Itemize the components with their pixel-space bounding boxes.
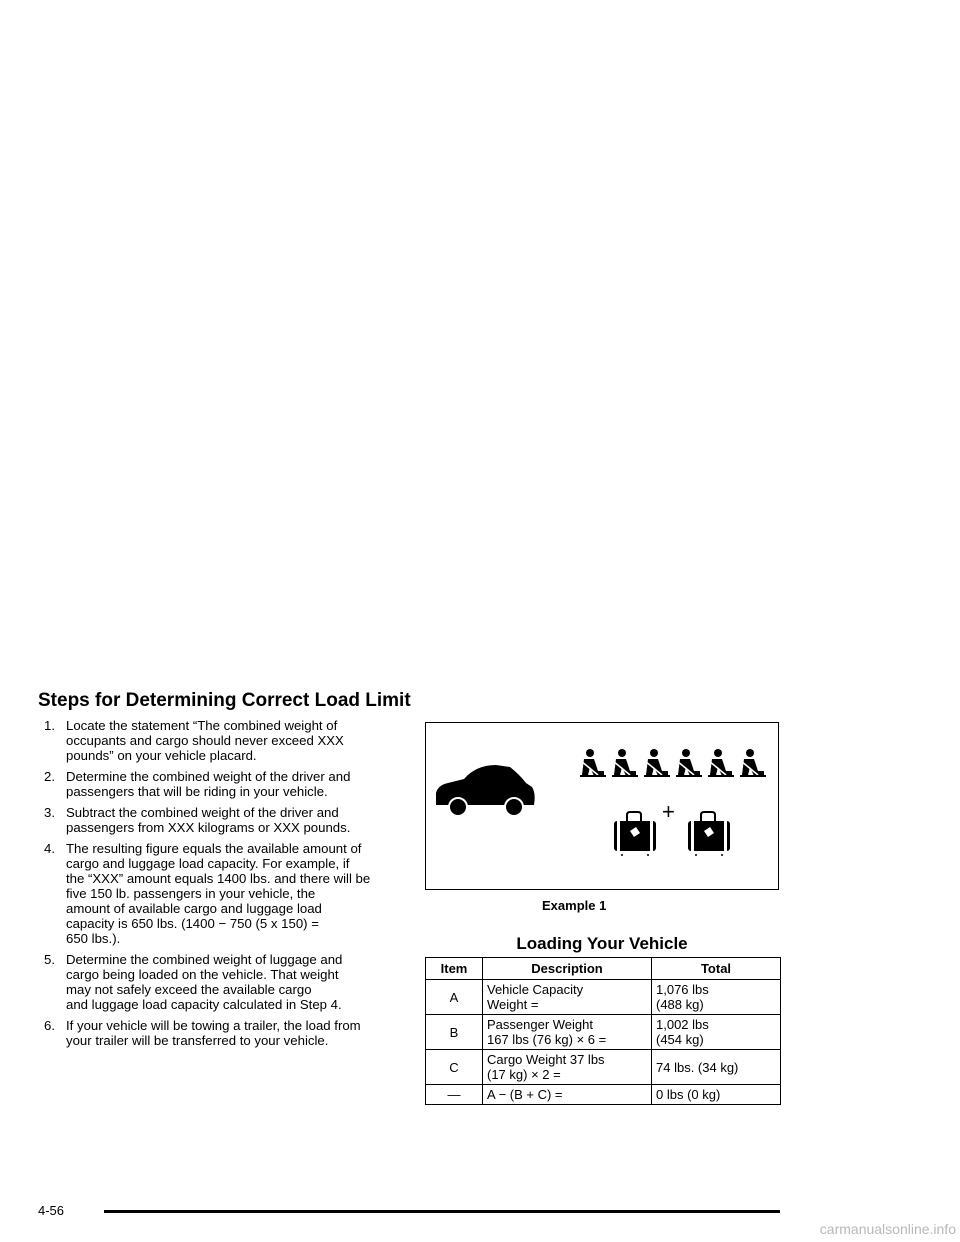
cell-total: 1,002 lbs (454 kg): [652, 1015, 781, 1050]
step-number: 4.: [44, 841, 55, 856]
cell-item: C: [426, 1050, 483, 1085]
car-icon: [436, 765, 535, 816]
cell-total: 74 lbs. (34 kg): [652, 1050, 781, 1085]
header-total: Total: [652, 958, 781, 980]
occupant-group: [580, 749, 766, 776]
step-text: Determine the combined weight of luggage and cargo being loaded on the vehicle. That weight may not safely exceed the available cargo and luggage load capacity calculated in Step 4.: [66, 952, 343, 1012]
step-text: If your vehicle will be towing a trailer, the load from your trailer will be transferred to your vehicle.: [66, 1018, 361, 1048]
step-number: 6.: [44, 1018, 55, 1033]
cell-description: Passenger Weight 167 lbs (76 kg) × 6 =: [483, 1015, 652, 1050]
loading-diagram: [426, 723, 777, 888]
step-text: Determine the combined weight of the driver and passengers that will be riding in your vehicle.: [66, 769, 351, 799]
step-item: [44, 1018, 404, 1048]
step-number: 2.: [44, 769, 55, 784]
section-heading: Steps for Determining Correct Load Limit: [38, 690, 411, 711]
footer-rule: [104, 1210, 780, 1213]
step-item: [44, 841, 404, 946]
step-number: 3.: [44, 805, 55, 820]
steps-list: [44, 718, 404, 1054]
step-text: Locate the statement “The combined weight of occupants and cargo should never exceed XXX pounds” on your vehicle placard.: [66, 718, 344, 763]
figure-caption: Example 1: [542, 898, 607, 913]
occupant-icon: [644, 749, 670, 776]
luggage-icon: [688, 812, 730, 856]
table-row: [426, 980, 781, 1015]
occupant-icon: [740, 749, 766, 776]
step-number: 1.: [44, 718, 55, 733]
plus-sign: +: [662, 799, 675, 824]
table-title: Loading Your Vehicle: [516, 934, 688, 953]
header-description: Description: [483, 958, 652, 980]
cell-description: Vehicle Capacity Weight =: [483, 980, 652, 1015]
occupant-icon: [708, 749, 734, 776]
cell-total: 0 lbs (0 kg): [652, 1085, 781, 1105]
step-item: [44, 769, 404, 799]
table-row: [426, 1015, 781, 1050]
watermark: carmanualsonline.info: [819, 1221, 956, 1237]
cell-item: —: [426, 1085, 483, 1105]
step-item: [44, 952, 404, 1012]
step-item: [44, 805, 404, 835]
header-item: Item: [426, 958, 483, 980]
table-header-row: [426, 958, 781, 980]
cell-description: A − (B + C) =: [483, 1085, 652, 1105]
cell-total: 1,076 lbs (488 kg): [652, 980, 781, 1015]
occupant-icon: [676, 749, 702, 776]
step-text: Subtract the combined weight of the driver and passengers from XXX kilograms or XXX pounds.: [66, 805, 351, 835]
loading-table: [425, 957, 781, 1105]
cell-item: B: [426, 1015, 483, 1050]
step-item: [44, 718, 404, 763]
table-row: [426, 1050, 781, 1085]
step-number: 5.: [44, 952, 55, 967]
loading-example-figure: [425, 722, 779, 890]
cell-description: Cargo Weight 37 lbs (17 kg) × 2 =: [483, 1050, 652, 1085]
cell-item: A: [426, 980, 483, 1015]
page-number: 4-56: [38, 1203, 65, 1218]
table-row: [426, 1085, 781, 1105]
occupant-icon: [612, 749, 638, 776]
occupant-icon: [580, 749, 606, 776]
step-text: The resulting figure equals the available amount of cargo and luggage load capacity. For example, if the “XXX” amount equals 1400 lbs. and there will be five 150 lb. passengers in your vehicle, the amount of available cargo and luggage load capacity is 650 lbs. (1400 − 750 (5 x 150) = 650 lbs.).: [66, 841, 371, 946]
luggage-icon: [614, 812, 656, 856]
